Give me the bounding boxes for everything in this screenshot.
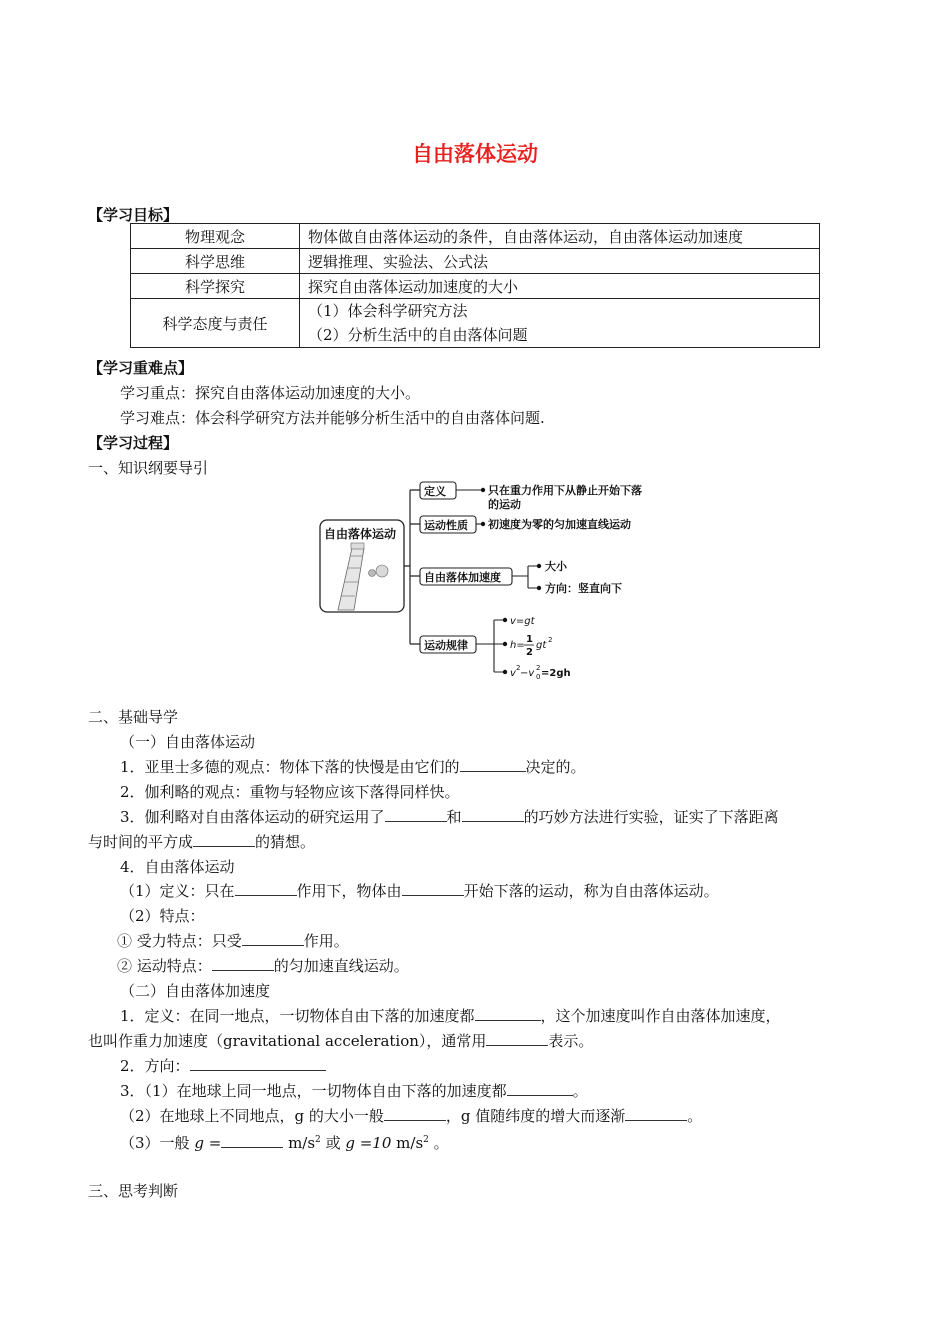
text: ① 受力特点：只受 (117, 932, 242, 950)
mindmap-law-3-exp-b: 2 (536, 664, 541, 672)
mindmap-accel-dir: 方向：竖直向下 (545, 582, 622, 595)
text: 或 (325, 1134, 341, 1152)
table-cell: 科学思维 (131, 249, 300, 274)
question-4-2-1 (117, 930, 349, 951)
mindmap-def-label: 定义 (424, 485, 446, 498)
text: 的猜想。 (255, 833, 316, 851)
cell-line: （2）分析生活中的自由落体问题 (308, 326, 528, 344)
mindmap-nature-text: 初速度为零的匀加速直线运动 (488, 518, 631, 531)
fill-blank[interactable] (507, 1081, 573, 1096)
text: 1．定义：在同一地点，一切物体自由下落的加速度都 (120, 1007, 475, 1025)
point-3-3 (120, 1132, 449, 1153)
mindmap-law-3-sub: 0 (536, 673, 541, 681)
fill-blank[interactable] (384, 1106, 446, 1121)
point-2 (120, 1055, 326, 1076)
fill-blank[interactable] (235, 881, 297, 896)
table-cell: 物理观念 (131, 224, 300, 249)
mindmap-law-2-left: h= (510, 640, 525, 651)
section-3-title: 三、思考判断 (88, 1182, 179, 1200)
mindmap-nature-label: 运动性质 (424, 519, 468, 532)
mindmap-law-3-exp-a: 2 (516, 664, 521, 672)
unit-text: m/s (288, 1134, 316, 1152)
tower-illustration (338, 543, 388, 610)
text: （1）定义：只在 (120, 882, 235, 900)
table-cell: 科学探究 (131, 274, 300, 299)
mindmap-def-text: 只在重力作用下从静止开始下落 (488, 484, 642, 497)
table-row (131, 274, 820, 299)
table-row (131, 224, 820, 249)
objectives-table (130, 223, 820, 348)
question-4-2-2 (117, 955, 409, 976)
table-cell (300, 299, 820, 348)
text: 也叫作重力加速度（gravitational acceleration），通常用 (88, 1032, 487, 1050)
part-2-title: （二）自由落体加速度 (120, 982, 271, 1000)
mindmap-law-2-exp: 2 (548, 636, 553, 644)
objectives-header: 【学习目标】 (88, 206, 179, 224)
fill-blank[interactable] (221, 1133, 283, 1148)
text: 3．伽利略对自由落体运动的研究运用了 (120, 808, 385, 826)
formula-text: g =10 (345, 1134, 392, 1152)
cell-line: （1）体会科学研究方法 (308, 302, 468, 320)
table-row (131, 249, 820, 274)
text: 1．亚里士多德的观点：物体下落的快慢是由它们的 (120, 758, 460, 776)
text: 。 (572, 1082, 588, 1100)
fill-blank[interactable] (242, 931, 304, 946)
mindmap-diagram (310, 478, 690, 688)
fill-blank[interactable] (475, 1006, 541, 1021)
key-points-header: 【学习重难点】 (88, 359, 194, 377)
question-4: 4．自由落体运动 (120, 858, 235, 876)
table-cell: 探究自由落体运动加速度的大小 (300, 274, 820, 299)
fill-blank[interactable] (212, 956, 274, 971)
mindmap-law-1: v=gt (510, 616, 535, 627)
text: ，这个加速度叫作自由落体加速度， (540, 1007, 781, 1025)
text: 3．（1）在地球上同一地点，一切物体自由下落的加速度都 (120, 1082, 507, 1100)
point-3 (120, 1080, 588, 1101)
text: 开始下落的运动，称为自由落体运动。 (463, 882, 719, 900)
formula-text: g = (194, 1134, 222, 1152)
question-2: 2．伽利略的观点：重物与轻物应该下落得同样快。 (120, 783, 460, 801)
mindmap-law-3-c: =2gh (541, 668, 571, 679)
fill-blank[interactable] (385, 807, 447, 822)
point-1-cont (88, 1030, 593, 1051)
process-header: 【学习过程】 (88, 434, 179, 452)
key-difficulty: 学习难点：体会科学研究方法并能够分析生活中的自由落体问题. (120, 409, 545, 427)
table-cell: 科学态度与责任 (131, 299, 300, 348)
mindmap-accel-size: 大小 (545, 560, 567, 573)
exponent: 2 (315, 1135, 321, 1145)
section-1-title: 一、知识纲要导引 (88, 459, 209, 477)
text: 。 (687, 1107, 703, 1125)
mindmap-accel-label: 自由落体加速度 (424, 571, 501, 584)
fill-blank[interactable] (462, 807, 524, 822)
mindmap-law-2-num: 1 (526, 634, 533, 645)
text: 与时间的平方成 (88, 833, 194, 851)
question-3-cont (88, 831, 315, 852)
exponent: 2 (423, 1135, 429, 1145)
page-title: 自由落体运动 (412, 142, 538, 166)
unit-text: m/s (396, 1134, 424, 1152)
mindmap-law-2-right: gt (536, 640, 547, 651)
text: 的匀加速直线运动。 (273, 957, 409, 975)
mindmap-law-label: 运动规律 (424, 639, 468, 652)
part-1-title: （一）自由落体运动 (120, 733, 256, 751)
text: ，g 值随纬度的增大而逐渐 (445, 1107, 626, 1125)
text: 和 (446, 808, 462, 826)
fill-blank[interactable] (190, 1056, 326, 1071)
text: 。 (433, 1134, 449, 1152)
mindmap-root-label: 自由落体运动 (324, 527, 397, 541)
question-4-1 (120, 880, 719, 901)
question-1 (120, 756, 586, 777)
fill-blank[interactable] (193, 832, 255, 847)
mindmap-def-text-2: 的运动 (488, 498, 521, 511)
point-1 (120, 1005, 781, 1026)
table-row (131, 299, 820, 348)
fill-blank[interactable] (486, 1031, 548, 1046)
point-3-2 (120, 1105, 702, 1126)
question-3 (120, 806, 779, 827)
text: （2）在地球上不同地点，g 的大小一般 (120, 1107, 384, 1125)
text: ② 运动特点： (117, 957, 212, 975)
text: （3）一般 (120, 1134, 190, 1152)
table-cell: 逻辑推理、实验法、公式法 (300, 249, 820, 274)
table-cell: 物体做自由落体运动的条件，自由落体运动，自由落体运动加速度 (300, 224, 820, 249)
text: 表示。 (548, 1032, 594, 1050)
text: 决定的。 (525, 758, 586, 776)
text: 作用下，物体由 (296, 882, 402, 900)
mindmap-law-3-a: v (510, 668, 516, 679)
text: 作用。 (303, 932, 349, 950)
section-2-title: 二、基础导学 (88, 708, 179, 726)
question-4-2: （2）特点： (120, 907, 205, 925)
mindmap-law-3-b: −v (520, 668, 535, 679)
text: 2．方向： (120, 1057, 190, 1075)
fill-blank[interactable] (402, 881, 464, 896)
mindmap-law-2-den: 2 (526, 647, 533, 658)
fill-blank[interactable] (625, 1106, 687, 1121)
text: 的巧妙方法进行实验，证实了下落距离 (523, 808, 779, 826)
fill-blank[interactable] (460, 757, 526, 772)
key-focus: 学习重点：探究自由落体运动加速度的大小。 (120, 384, 421, 402)
